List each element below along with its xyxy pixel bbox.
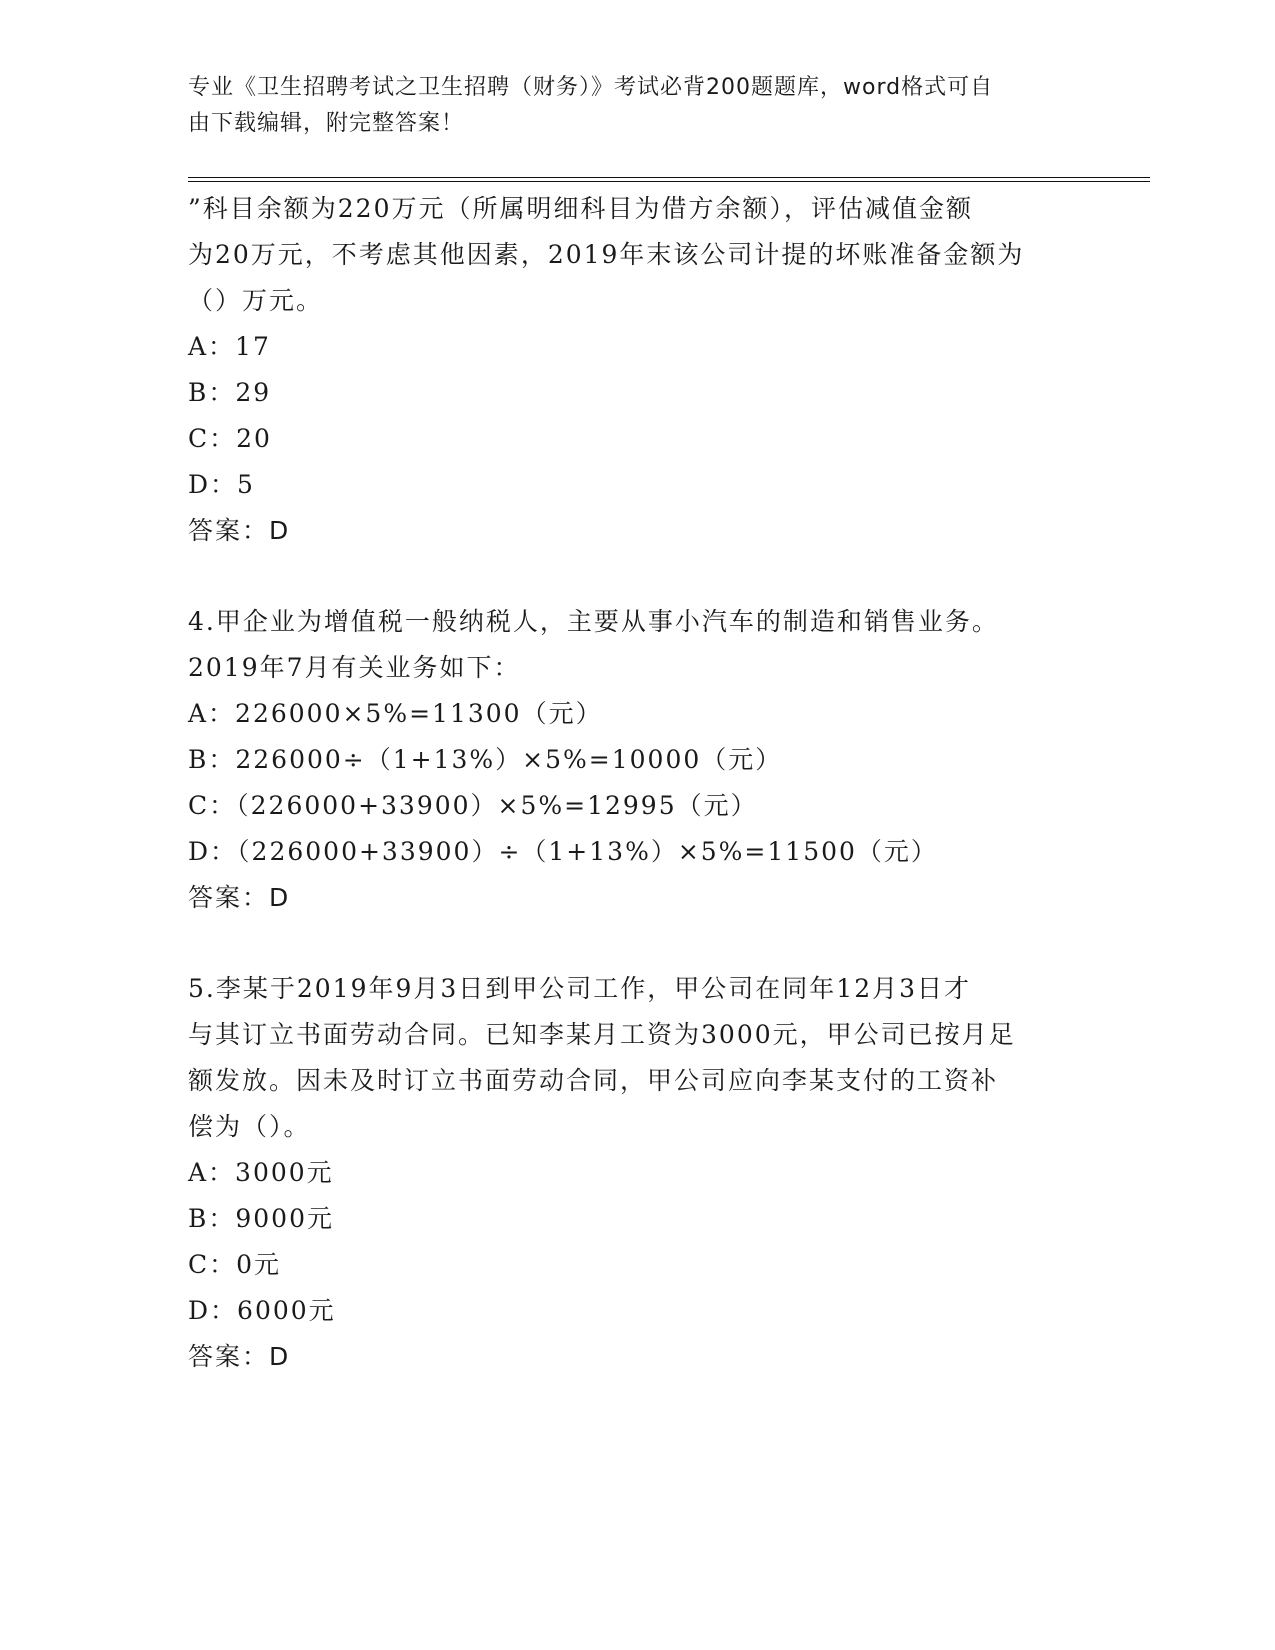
question-5-line-4: 偿为（）。 xyxy=(188,1112,311,1141)
question-5-option-a: A：3000元 xyxy=(188,1158,334,1187)
header-divider-bottom xyxy=(188,181,1150,182)
question-3-line-1: ”科目余额为220万元（所属明细科目为借方余额），评估减值金额 xyxy=(188,194,974,223)
document-header xyxy=(188,70,1068,142)
header-line-2: 由下载编辑，附完整答案！ xyxy=(188,111,465,136)
question-5-option-c: C：0元 xyxy=(188,1250,282,1279)
question-3-option-a: A：17 xyxy=(188,332,271,361)
question-5-option-b: B：9000元 xyxy=(188,1204,334,1233)
question-3-answer: 答案：D xyxy=(188,516,291,545)
question-4 xyxy=(188,599,1088,921)
question-5-line-2: 与其订立书面劳动合同。已知李某月工资为3000元，甲公司已按月足 xyxy=(188,1020,1016,1049)
question-4-line-1: 4.甲企业为增值税一般纳税人，主要从事小汽车的制造和销售业务。 xyxy=(188,607,999,636)
question-5 xyxy=(188,966,1088,1380)
header-divider-top xyxy=(188,177,1150,178)
question-4-option-c: C：（226000+33900）×5%=12995（元） xyxy=(188,791,758,820)
question-3-option-d: D：5 xyxy=(188,470,255,499)
question-5-option-d: D：6000元 xyxy=(188,1296,336,1325)
question-5-answer: 答案：D xyxy=(188,1342,291,1371)
question-5-line-3: 额发放。因未及时订立书面劳动合同，甲公司应向李某支付的工资补 xyxy=(188,1066,999,1095)
spacer xyxy=(188,554,1088,599)
spacer xyxy=(188,921,1088,966)
question-3-line-3: （）万元。 xyxy=(188,286,324,315)
header-line-1: 专业《卫生招聘考试之卫生招聘（财务）》考试必背200题题库，word格式可自 xyxy=(188,75,994,100)
question-list xyxy=(188,186,1088,1380)
question-4-option-a: A：226000×5%=11300（元） xyxy=(188,699,603,728)
question-5-line-1: 5.李某于2019年9月3日到甲公司工作，甲公司在同年12月3日才 xyxy=(188,974,972,1003)
question-3-option-c: C：20 xyxy=(188,424,272,453)
question-4-line-2: 2019年7月有关业务如下： xyxy=(188,653,521,682)
question-3-option-b: B：29 xyxy=(188,378,272,407)
question-4-answer: 答案：D xyxy=(188,883,291,912)
question-3-line-2: 为20万元，不考虑其他因素，2019年末该公司计提的坏账准备金额为 xyxy=(188,240,1025,269)
question-4-option-b: B：226000÷（1+13%）×5%=10000（元） xyxy=(188,745,783,774)
question-4-option-d: D：（226000+33900）÷（1+13%）×5%=11500（元） xyxy=(188,837,938,866)
question-3 xyxy=(188,186,1088,554)
